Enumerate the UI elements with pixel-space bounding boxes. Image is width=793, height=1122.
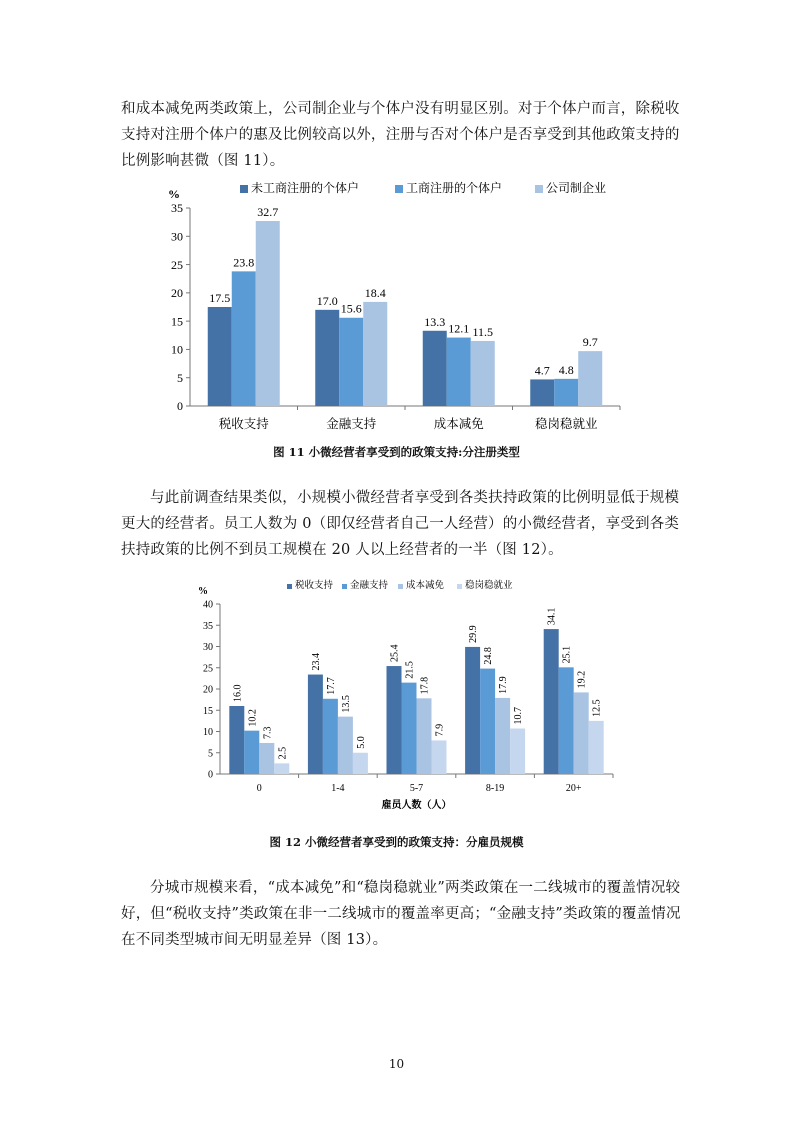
bar-1-3	[480, 669, 495, 774]
bar-3-4	[589, 721, 604, 774]
y-tick-label: 35	[203, 620, 213, 632]
data-label: 29.9	[468, 625, 480, 643]
data-label: 12.1	[448, 321, 470, 336]
bar-0-3	[465, 647, 480, 774]
legend-swatch	[395, 185, 403, 193]
data-label: 23.4	[310, 653, 322, 671]
bar-1-2	[447, 338, 471, 406]
chart-fig12	[175, 575, 635, 810]
bar-2-1	[363, 302, 387, 406]
x-category-label: 1-4	[331, 783, 345, 794]
data-label: 16.0	[232, 684, 244, 702]
x-category-label: 20+	[565, 783, 582, 794]
legend-swatch	[457, 584, 462, 589]
bar-3-2	[432, 740, 447, 774]
data-label: 23.8	[233, 255, 255, 270]
bar-0-3	[530, 379, 554, 406]
legend-label: 未工商注册的个体户	[251, 181, 360, 195]
y-axis-unit-label: %	[168, 187, 180, 201]
bar-3-1	[353, 753, 368, 774]
bar-3-0	[274, 763, 289, 774]
y-tick-label: 0	[177, 399, 183, 414]
y-tick-label: 10	[171, 342, 183, 357]
figure-12-caption: 图 12 小微经营者享受到的政策支持：分雇员规模	[269, 835, 524, 849]
bar-2-0	[256, 221, 280, 406]
x-category-label: 金融支持	[326, 417, 377, 431]
data-label: 13.5	[340, 695, 352, 713]
y-tick-label: 10	[203, 727, 213, 738]
y-tick-label: 15	[171, 314, 183, 329]
bar-1-3	[554, 379, 578, 406]
y-tick-label: 0	[208, 769, 213, 781]
data-label: 10.2	[247, 709, 259, 727]
data-label: 17.5	[209, 291, 231, 305]
x-category-label: 稳岗稳就业	[534, 417, 598, 431]
y-tick-label: 5	[177, 370, 183, 385]
y-axis-unit-label: %	[198, 586, 208, 597]
x-category-label: 0	[256, 783, 262, 794]
bar-2-2	[471, 341, 495, 406]
bar-0-0	[208, 307, 232, 406]
paragraph-2	[121, 485, 681, 563]
y-tick-label: 25	[203, 663, 213, 675]
bar-1-1	[323, 699, 338, 774]
y-tick-label: 40	[203, 599, 213, 611]
legend-label: 税收支持	[295, 581, 334, 591]
bar-2-2	[417, 698, 432, 774]
x-category-label: 5-7	[409, 783, 424, 794]
data-label: 4.7	[534, 363, 550, 378]
chart-fig11	[150, 175, 650, 440]
legend-swatch	[342, 584, 347, 589]
bar-2-3	[578, 351, 602, 406]
bar-0-1	[315, 310, 339, 406]
bar-1-2	[402, 683, 417, 774]
bar-0-2	[387, 666, 402, 774]
bar-3-3	[510, 729, 525, 774]
data-label: 5.0	[355, 736, 367, 749]
bar-0-2	[423, 331, 447, 406]
legend-label: 稳岗稳就业	[465, 581, 513, 591]
bar-1-1	[339, 318, 363, 406]
data-label: 17.9	[498, 676, 510, 694]
y-tick-label: 20	[171, 286, 183, 301]
data-label: 10.7	[513, 707, 525, 725]
paragraph-1-text: 和成本减免两类政策上，公司制企业与个体户没有明显区别。对于个体户而言，除税收支持对注册个体户的惠及比例较高以外，注册与否对个体户是否享受到其他政策支持的比例影响甚微（图 11）。	[121, 101, 680, 169]
y-tick-label: 35	[171, 201, 183, 216]
data-label: 19.2	[576, 670, 588, 689]
data-label: 25.1	[561, 645, 573, 664]
data-label: 17.7	[325, 677, 337, 695]
data-label: 17.8	[419, 676, 431, 695]
legend-swatch	[398, 584, 403, 589]
legend-swatch	[535, 185, 543, 193]
paragraph-2-text: 与此前调查结果类似，小规模小微经营者享受到各类扶持政策的比例明显低于规模更大的经营者。员工人数为 0（即仅经营者自己一人经营）的小微经营者，享受到各类扶持政策的比例不到员工规模在 20 人以上经营者的一半（图 12）。	[121, 490, 680, 558]
data-label: 11.5	[472, 324, 494, 339]
bar-1-0	[244, 731, 259, 774]
data-label: 13.3	[424, 314, 446, 329]
y-tick-label: 30	[171, 229, 183, 244]
legend-swatch	[287, 584, 292, 589]
bar-1-4	[559, 667, 574, 774]
data-label: 18.4	[364, 285, 386, 300]
bar-2-0	[259, 743, 274, 774]
bar-2-4	[574, 692, 589, 774]
bar-0-0	[229, 706, 244, 774]
data-label: 12.5	[591, 699, 603, 717]
x-axis-label: 雇员人数（人）	[381, 800, 452, 810]
y-tick-label: 15	[203, 705, 213, 717]
x-category-label: 税收支持	[218, 417, 269, 431]
bar-0-1	[308, 675, 323, 774]
page-number: 10	[388, 1057, 405, 1071]
legend-label: 金融支持	[350, 581, 389, 591]
y-tick-label: 20	[203, 684, 213, 696]
y-tick-label: 30	[203, 642, 213, 653]
data-label: 7.3	[262, 726, 274, 739]
legend-label: 公司制企业	[546, 181, 607, 195]
data-label: 2.5	[277, 746, 289, 760]
y-tick-label: 5	[208, 748, 213, 760]
bar-2-1	[338, 717, 353, 774]
data-label: 24.8	[483, 647, 495, 665]
paragraph-1	[121, 96, 681, 174]
bar-1-0	[232, 271, 256, 406]
legend-swatch	[240, 185, 248, 193]
data-label: 4.8	[558, 362, 574, 377]
y-tick-label: 25	[171, 257, 183, 272]
x-category-label: 成本减免	[433, 417, 484, 431]
paragraph-3	[121, 875, 681, 953]
figure-11-caption: 图 11 小微经营者享受到的政策支持:分注册类型	[273, 445, 520, 459]
data-label: 25.4	[389, 644, 401, 663]
data-label: 32.7	[257, 205, 279, 220]
legend-label: 工商注册的个体户	[406, 181, 503, 195]
data-label: 15.6	[340, 301, 362, 316]
data-label: 21.5	[404, 661, 416, 679]
data-label: 7.9	[434, 723, 446, 737]
legend-label: 成本减免	[406, 581, 445, 591]
paragraph-3-text: 分城市规模来看，“成本减免”和“稳岗稳就业”两类政策在一二线城市的覆盖情况较好，但“税收支持”类政策在非一二线城市的覆盖率更高；“金融支持”类政策的覆盖情况在不同类型城市间无明显差异（图 13）。	[121, 880, 681, 948]
data-label: 17.0	[316, 293, 338, 308]
data-label: 9.7	[582, 335, 598, 350]
bar-0-4	[544, 629, 559, 774]
data-label: 34.1	[546, 607, 558, 626]
bar-2-3	[495, 698, 510, 774]
x-category-label: 8-19	[485, 783, 505, 794]
